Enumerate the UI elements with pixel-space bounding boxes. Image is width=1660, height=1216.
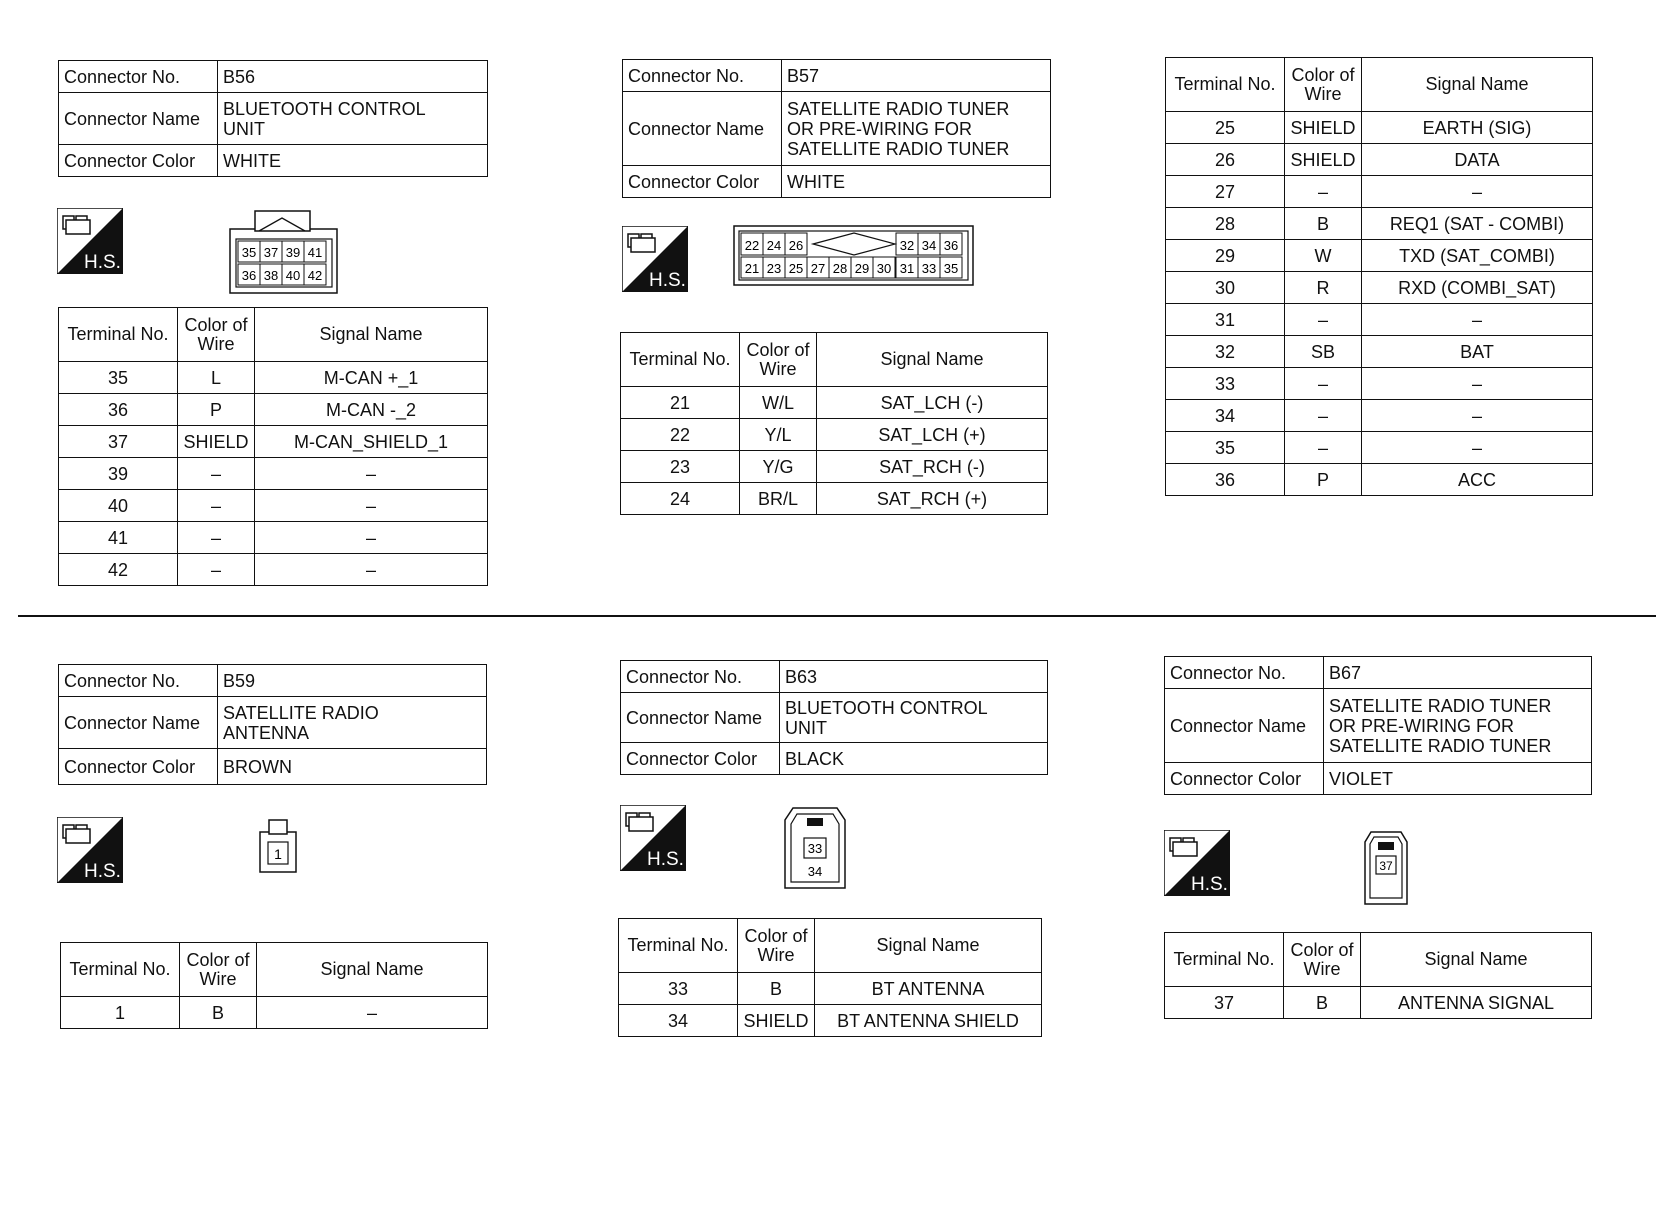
terminal-row [1165,987,1592,1019]
connector-name-label: Connector Name [59,93,218,145]
connector-no-label: Connector No. [1165,657,1324,689]
terminal-row [1166,272,1593,304]
connector-name-line: UNIT [223,118,265,139]
cavity-number: 36 [943,238,959,253]
connector-name-value [1324,689,1592,763]
connector-color-label: Connector Color [623,166,782,198]
cavity-number: 32 [899,238,915,253]
terminal-row [59,490,488,522]
terminal-no-cell: 39 [59,458,178,490]
terminal-row [619,973,1042,1005]
wire-color-cell: BR/L [740,483,817,515]
terminal-no-cell: 23 [621,451,740,483]
b59-connector-info [58,664,487,785]
signal-name-cell: BAT [1362,336,1593,368]
color-of-wire-line: Color of [746,339,810,360]
color-of-wire-line: Wire [1304,83,1342,104]
wire-color-cell: – [1285,176,1362,208]
signal-name-cell: M-CAN +_1 [255,362,488,394]
wire-color-cell: – [178,554,255,586]
connector-no-label: Connector No. [59,61,218,93]
connector-name-line: ANTENNA [223,722,310,743]
connector-color-label: Connector Color [621,743,780,775]
terminal-no-cell: 37 [1165,987,1284,1019]
connector-name-label: Connector Name [621,693,780,743]
signal-name-header: Signal Name [1361,933,1592,987]
connector-name-value [780,693,1048,743]
cavity-number: 31 [899,261,915,276]
wire-color-cell: Y/L [740,419,817,451]
terminal-no-cell: 29 [1166,240,1285,272]
terminal-no-cell: 33 [619,973,738,1005]
b63-terminal-table [618,918,1042,1037]
connector-name-line: SATELLITE RADIO TUNER [1329,695,1552,716]
signal-name-cell: EARTH (SIG) [1362,112,1593,144]
cavity-number: 36 [241,268,257,283]
cavity-number: 21 [744,261,760,276]
terminal-no-cell: 40 [59,490,178,522]
terminal-row [1166,432,1593,464]
signal-name-cell: TXD (SAT_COMBI) [1362,240,1593,272]
b67-connector-face [1363,830,1409,906]
terminal-row [1166,240,1593,272]
section-divider [18,615,1656,617]
wire-color-cell: B [180,997,257,1029]
signal-name-cell: – [257,997,488,1029]
terminal-no-cell: 24 [621,483,740,515]
signal-name-cell: SAT_LCH (+) [817,419,1048,451]
connector-color-value: VIOLET [1324,763,1592,795]
cavity-number: 1 [274,846,282,862]
signal-name-cell: BT ANTENNA SHIELD [815,1005,1042,1037]
signal-name-header: Signal Name [255,308,488,362]
harness-side-label: H.S. [84,252,121,273]
wire-color-cell: – [1285,432,1362,464]
connector-no-label: Connector No. [621,661,780,693]
terminal-no-cell: 34 [1166,400,1285,432]
color-of-wire-header [1284,933,1361,987]
wire-color-cell: – [1285,304,1362,336]
harness-side-label: H.S. [647,849,684,870]
b57-terminal-table [620,332,1048,515]
wire-color-cell: SHIELD [178,426,255,458]
cavity-number: 42 [307,268,323,283]
connector-name-value [218,93,488,145]
connector-no-value: B67 [1324,657,1592,689]
terminal-row [59,362,488,394]
connector-name-line: SATELLITE RADIO TUNER [1329,735,1552,756]
signal-name-header: Signal Name [815,919,1042,973]
signal-name-cell: BT ANTENNA [815,973,1042,1005]
wire-color-cell: B [738,973,815,1005]
color-of-wire-header [178,308,255,362]
terminal-row [1166,464,1593,496]
b57-terminal-table-continued [1165,57,1593,496]
harness-side-icon [620,805,686,871]
signal-name-cell: – [1362,176,1593,208]
b57-connector-face [733,225,975,287]
cavity-number: 30 [876,261,892,276]
terminal-no-cell: 27 [1166,176,1285,208]
connector-name-line: SATELLITE RADIO TUNER [787,98,1010,119]
b56-connector-face [229,209,339,295]
connector-no-value: B56 [218,61,488,93]
connector-name-label: Connector Name [623,92,782,166]
terminal-no-cell: 30 [1166,272,1285,304]
signal-name-cell: – [1362,304,1593,336]
terminal-no-cell: 31 [1166,304,1285,336]
harness-side-icon [57,208,123,274]
connector-color-value: WHITE [218,145,488,177]
b67-terminal-table [1164,932,1592,1019]
color-of-wire-line: Color of [186,949,250,970]
terminal-no-cell: 41 [59,522,178,554]
terminal-row [59,554,488,586]
terminal-no-cell: 34 [619,1005,738,1037]
color-of-wire-header [1285,58,1362,112]
connector-color-label: Connector Color [59,145,218,177]
wire-color-cell: B [1284,987,1361,1019]
cavity-number: 27 [810,261,826,276]
terminal-row [1166,112,1593,144]
terminal-row [59,458,488,490]
wire-color-cell: – [1285,400,1362,432]
connector-name-line: BLUETOOTH CONTROL [785,697,988,718]
connector-name-line: UNIT [785,717,827,738]
cavity-number: 33 [921,261,937,276]
connector-color-label: Connector Color [59,749,218,785]
cavity-number: 29 [854,261,870,276]
terminal-row [1166,400,1593,432]
signal-name-cell: RXD (COMBI_SAT) [1362,272,1593,304]
signal-name-cell: – [1362,368,1593,400]
signal-name-cell: ACC [1362,464,1593,496]
signal-name-cell: REQ1 (SAT - COMBI) [1362,208,1593,240]
b63-connector-info [620,660,1048,775]
terminal-no-cell: 37 [59,426,178,458]
b56-terminal-table [58,307,488,586]
terminal-row [621,387,1048,419]
wire-color-cell: – [1285,368,1362,400]
connector-name-value [218,697,487,749]
terminal-no-header: Terminal No. [621,333,740,387]
wire-color-cell: P [178,394,255,426]
harness-side-icon [1164,830,1230,896]
connector-name-line: OR PRE-WIRING FOR [787,118,972,139]
connector-name-label: Connector Name [1165,689,1324,763]
connector-no-value: B59 [218,665,487,697]
wire-color-cell: Y/G [740,451,817,483]
connector-name-line: SATELLITE RADIO [223,702,379,723]
signal-name-header: Signal Name [1362,58,1593,112]
wire-color-cell: P [1285,464,1362,496]
signal-name-cell: – [255,554,488,586]
terminal-no-header: Terminal No. [1165,933,1284,987]
harness-side-icon [57,817,123,883]
harness-side-label: H.S. [84,861,121,882]
cavity-number: 23 [766,261,782,276]
cavity-number: 41 [307,245,323,260]
terminal-no-cell: 32 [1166,336,1285,368]
wire-color-cell: W/L [740,387,817,419]
cavity-number: 28 [832,261,848,276]
terminal-no-cell: 21 [621,387,740,419]
terminal-row [61,997,488,1029]
wire-color-cell: W [1285,240,1362,272]
connector-name-value [782,92,1051,166]
connector-color-value: BLACK [780,743,1048,775]
terminal-row [621,483,1048,515]
terminal-no-cell: 36 [1166,464,1285,496]
connector-name-label: Connector Name [59,697,218,749]
b57-connector-info [622,59,1051,198]
wire-color-cell: SHIELD [1285,112,1362,144]
wire-color-cell: SHIELD [1285,144,1362,176]
wire-color-cell: – [178,458,255,490]
terminal-no-header: Terminal No. [1166,58,1285,112]
terminal-no-cell: 35 [59,362,178,394]
b56-connector-info [58,60,488,177]
connector-name-line: BLUETOOTH CONTROL [223,98,426,119]
terminal-row [621,451,1048,483]
signal-name-cell: – [1362,400,1593,432]
terminal-no-header: Terminal No. [61,943,180,997]
connector-name-line: OR PRE-WIRING FOR [1329,715,1514,736]
terminal-no-cell: 35 [1166,432,1285,464]
connector-no-label: Connector No. [623,60,782,92]
terminal-row [1166,176,1593,208]
color-of-wire-line: Color of [744,925,808,946]
cavity-number: 24 [766,238,782,253]
cavity-number: 22 [744,238,760,253]
b67-connector-info [1164,656,1592,795]
color-of-wire-header [740,333,817,387]
terminal-no-cell: 36 [59,394,178,426]
terminal-row [1166,304,1593,336]
cavity-number: 25 [788,261,804,276]
wire-color-cell: – [178,522,255,554]
terminal-no-header: Terminal No. [619,919,738,973]
color-of-wire-line: Color of [1290,939,1354,960]
terminal-no-cell: 33 [1166,368,1285,400]
terminal-row [59,522,488,554]
signal-name-cell: – [255,522,488,554]
color-of-wire-line: Wire [759,358,797,379]
b59-terminal-table [60,942,488,1029]
color-of-wire-line: Wire [197,333,235,354]
harness-side-icon [622,226,688,292]
terminal-row [619,1005,1042,1037]
cavity-number: 37 [1379,859,1393,873]
signal-name-header: Signal Name [257,943,488,997]
cavity-number: 40 [285,268,301,283]
signal-name-cell: SAT_LCH (-) [817,387,1048,419]
cavity-number: 33 [807,841,823,856]
cavity-number: 35 [241,245,257,260]
connector-no-value: B57 [782,60,1051,92]
terminal-row [1166,208,1593,240]
signal-name-cell: DATA [1362,144,1593,176]
connector-no-label: Connector No. [59,665,218,697]
terminal-row [59,394,488,426]
signal-name-cell: SAT_RCH (+) [817,483,1048,515]
wire-color-cell: B [1285,208,1362,240]
cavity-number: 38 [263,268,279,283]
signal-name-cell: – [255,490,488,522]
wire-color-cell: R [1285,272,1362,304]
terminal-row [1166,368,1593,400]
cavity-number: 35 [943,261,959,276]
wire-color-cell: SB [1285,336,1362,368]
connector-name-line: SATELLITE RADIO TUNER [787,138,1010,159]
connector-color-value: WHITE [782,166,1051,198]
terminal-no-header: Terminal No. [59,308,178,362]
connector-no-value: B63 [780,661,1048,693]
terminal-no-cell: 42 [59,554,178,586]
color-of-wire-line: Wire [1303,958,1341,979]
signal-name-cell: – [255,458,488,490]
b63-connector-face [783,806,847,890]
signal-name-cell: M-CAN -_2 [255,394,488,426]
signal-name-header: Signal Name [817,333,1048,387]
signal-name-cell: ANTENNA SIGNAL [1361,987,1592,1019]
connector-color-value: BROWN [218,749,487,785]
harness-side-label: H.S. [1191,874,1228,895]
color-of-wire-header [180,943,257,997]
terminal-no-cell: 22 [621,419,740,451]
wire-color-cell: – [178,490,255,522]
wire-color-cell: SHIELD [738,1005,815,1037]
harness-side-label: H.S. [649,270,686,291]
color-of-wire-line: Color of [1291,64,1355,85]
terminal-row [1166,336,1593,368]
color-of-wire-line: Wire [199,968,237,989]
terminal-row [1166,144,1593,176]
color-of-wire-line: Wire [757,944,795,965]
signal-name-cell: M-CAN_SHIELD_1 [255,426,488,458]
signal-name-cell: – [1362,432,1593,464]
signal-name-cell: SAT_RCH (-) [817,451,1048,483]
b59-connector-face [258,818,298,874]
cavity-number: 34 [807,864,823,879]
terminal-no-cell: 25 [1166,112,1285,144]
color-of-wire-header [738,919,815,973]
cavity-number: 34 [921,238,937,253]
wire-color-cell: L [178,362,255,394]
connector-color-label: Connector Color [1165,763,1324,795]
terminal-no-cell: 26 [1166,144,1285,176]
terminal-row [59,426,488,458]
terminal-no-cell: 1 [61,997,180,1029]
terminal-row [621,419,1048,451]
terminal-no-cell: 28 [1166,208,1285,240]
cavity-number: 37 [263,245,279,260]
cavity-number: 39 [285,245,301,260]
cavity-number: 26 [788,238,804,253]
color-of-wire-line: Color of [184,314,248,335]
